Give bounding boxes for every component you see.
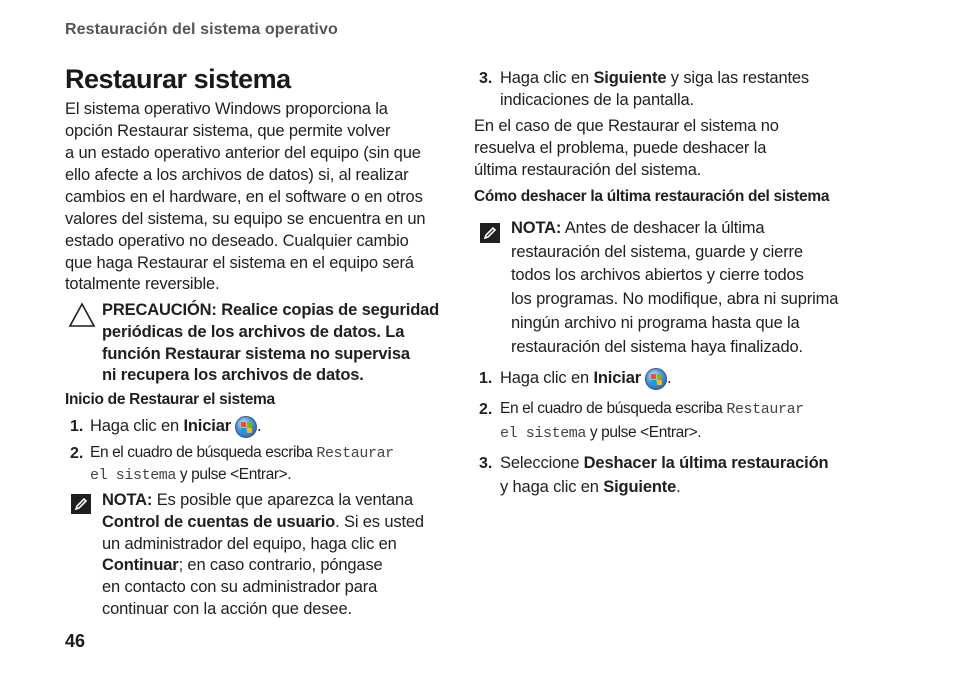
caution-line: periódicas de los archivos de datos. La <box>102 323 405 341</box>
intro-line: estado operativo no deseado. Cualquier cambio <box>65 232 409 250</box>
caution-line: PRECAUCIÓN: Realice copias de seguridad <box>102 301 440 319</box>
windows-start-icon[interactable] <box>235 416 257 438</box>
note-line: todos los archivos abiertos y cierre todos <box>511 266 804 284</box>
next-label: Siguiente <box>603 478 677 496</box>
note-label: NOTA: <box>511 219 562 237</box>
note-line: restauración del sistema haya finalizado. <box>511 338 803 356</box>
step-number: 3. <box>479 455 493 472</box>
page-title: Restaurar sistema <box>65 64 291 94</box>
start-label: Iniciar <box>183 417 231 435</box>
note-line: en contacto con su administrador para <box>102 578 378 596</box>
step-number: 1. <box>70 418 84 435</box>
start-label: Iniciar <box>593 369 641 387</box>
note-line <box>102 512 424 534</box>
step-end: . <box>676 478 681 496</box>
step-end: y pulse <Entrar>. <box>176 466 292 483</box>
intro-line: que haga Restaurar el sistema en el equipo será <box>65 254 414 272</box>
section-subheading: Cómo deshacer la última restauración del sistema <box>474 188 830 205</box>
note-line: un administrador del equipo, haga clic en <box>102 535 397 553</box>
note-text: . Si es usted <box>335 513 424 531</box>
step-number: 2. <box>479 401 493 418</box>
caution-line: función Restaurar sistema no supervisa <box>102 345 410 363</box>
command-text: el sistema <box>90 467 177 484</box>
step-end: . <box>257 417 262 435</box>
intro-line: El sistema operativo Windows proporciona la <box>65 100 388 118</box>
step-3 <box>500 67 809 89</box>
step-text: Haga clic en <box>500 369 594 387</box>
command-text: el sistema <box>500 425 587 442</box>
step-text: y haga clic en <box>500 478 604 496</box>
step-text: Haga clic en <box>500 69 594 87</box>
step-number: 2. <box>70 445 84 462</box>
note-line <box>511 218 764 240</box>
step-number: 3. <box>479 70 493 87</box>
option-label: Deshacer la última restauración <box>583 454 829 472</box>
intro-line: totalmente reversible. <box>65 275 220 293</box>
step-2-cont <box>500 422 701 445</box>
caution-line: ni recupera los archivos de datos. <box>102 366 364 384</box>
step-1 <box>500 367 671 390</box>
warning-triangle-icon <box>68 302 96 328</box>
page-number: 46 <box>65 631 86 651</box>
para-line: última restauración del sistema. <box>474 161 702 179</box>
note-pencil-icon <box>71 494 91 514</box>
note-line: los programas. No modifique, abra ni suprima <box>511 290 839 308</box>
next-label: Siguiente <box>593 69 667 87</box>
note-text: Es posible que aparezca la ventana <box>152 491 414 509</box>
intro-line: a un estado operativo anterior del equipo (sin que <box>65 144 421 162</box>
step-3-cont <box>500 476 681 498</box>
intro-line: valores del sistema, su equipo se encuentra en un <box>65 210 426 228</box>
ui-name: Control de cuentas de usuario <box>102 513 336 531</box>
windows-start-icon[interactable] <box>645 368 667 390</box>
note-pencil-icon <box>480 223 500 243</box>
para-line: En el caso de que Restaurar el sistema no <box>474 117 779 135</box>
step-text: Haga clic en <box>90 417 184 435</box>
ui-name: Continuar <box>102 556 179 574</box>
step-text: Seleccione <box>500 454 584 472</box>
step-2 <box>500 398 804 421</box>
command-text: Restaurar <box>316 445 394 462</box>
step-2-cont <box>90 464 291 487</box>
step-3 <box>500 452 828 474</box>
note-line: continuar con la acción que desee. <box>102 600 352 618</box>
step-text: En el cuadro de búsqueda escriba <box>90 444 317 461</box>
section-subheading: Inicio de Restaurar el sistema <box>65 391 275 408</box>
step-text: y siga las restantes <box>666 69 810 87</box>
step-text: En el cuadro de búsqueda escriba <box>500 400 727 417</box>
step-end: y pulse <Entrar>. <box>586 424 702 441</box>
running-header: Restauración del sistema operativo <box>65 21 338 38</box>
note-label: NOTA: <box>102 491 153 509</box>
step-3-cont: indicaciones de la pantalla. <box>500 91 694 109</box>
note-line <box>102 555 383 577</box>
intro-line: ello afecte a los archivos de datos) si, al realizar <box>65 166 409 184</box>
command-text: Restaurar <box>726 401 804 418</box>
step-1 <box>90 415 261 438</box>
step-2 <box>90 442 394 465</box>
note-line <box>102 490 413 512</box>
intro-line: cambios en el hardware, en el software o en otros <box>65 188 423 206</box>
para-line: resuelva el problema, puede deshacer la <box>474 139 767 157</box>
note-line: ningún archivo ni programa hasta que la <box>511 314 800 332</box>
step-end: . <box>667 369 672 387</box>
note-text: Antes de deshacer la última <box>561 219 765 237</box>
note-line: restauración del sistema, guarde y cierre <box>511 243 803 261</box>
step-number: 1. <box>479 370 493 387</box>
intro-line: opción Restaurar sistema, que permite volver <box>65 122 391 140</box>
note-text: ; en caso contrario, póngase <box>178 556 383 574</box>
